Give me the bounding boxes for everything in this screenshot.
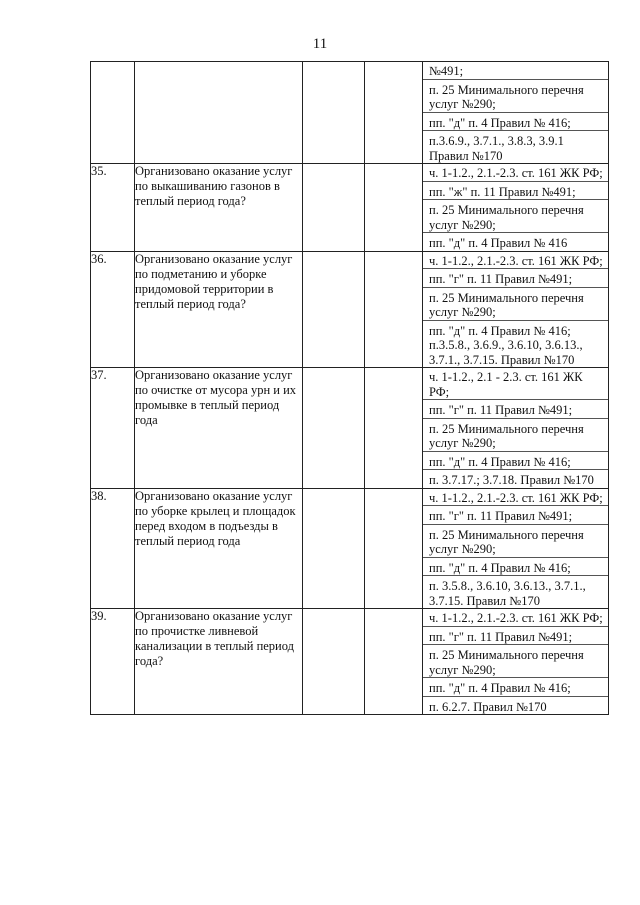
legal-reference: ч. 1-1.2., 2.1 - 2.3. ст. 161 ЖК РФ; — [423, 368, 608, 400]
row-number: 36. — [91, 251, 135, 368]
legal-reference: п. 25 Минимального перечня услуг №290; — [423, 419, 608, 452]
answer-cell — [303, 488, 365, 609]
answer-cell — [303, 609, 365, 715]
row-question: Организовано оказание услуг по прочистке ливневой канализации в теплый период года? — [135, 609, 303, 715]
legal-reference: пп. "д" п. 4 Правил № 416; — [423, 558, 608, 577]
row-question: Организовано оказание услуг по выкашиванию газонов в теплый период года? — [135, 164, 303, 252]
table-row — [91, 488, 609, 609]
legal-reference: п. 25 Минимального перечня услуг №290; — [423, 80, 608, 113]
note-cell — [365, 488, 423, 609]
answer-cell — [303, 62, 365, 164]
legal-reference: ч. 1-1.2., 2.1.-2.3. ст. 161 ЖК РФ; — [423, 164, 608, 182]
row-number: 39. — [91, 609, 135, 715]
answer-cell — [303, 164, 365, 252]
table-row — [91, 164, 609, 252]
row-question: Организовано оказание услуг по очистке от мусора урн и их промывке в теплый период года — [135, 368, 303, 489]
legal-reference: п. 25 Минимального перечня услуг №290; — [423, 525, 608, 558]
note-cell — [365, 368, 423, 489]
legal-reference: №491; — [423, 62, 608, 80]
row-question: Организовано оказание услуг по уборке крылец и площадок перед входом в подъезды в теплый период года — [135, 488, 303, 609]
legal-reference: пп. "г" п. 11 Правил №491; — [423, 506, 608, 525]
note-cell — [365, 609, 423, 715]
legal-reference-cell — [423, 164, 609, 252]
legal-reference-cell — [423, 368, 609, 489]
row-number — [91, 62, 135, 164]
legal-reference: пп. "г" п. 11 Правил №491; — [423, 269, 608, 288]
legal-reference: ч. 1-1.2., 2.1.-2.3. ст. 161 ЖК РФ; — [423, 252, 608, 270]
table-row — [91, 368, 609, 489]
legal-reference: пп. "ж" п. 11 Правил №491; — [423, 182, 608, 201]
row-number: 35. — [91, 164, 135, 252]
legal-reference: пп. "г" п. 11 Правил №491; — [423, 400, 608, 419]
note-cell — [365, 251, 423, 368]
legal-reference: ч. 1-1.2., 2.1.-2.3. ст. 161 ЖК РФ; — [423, 489, 608, 507]
legal-reference: пп. "д" п. 4 Правил № 416; — [423, 113, 608, 132]
table-row — [91, 251, 609, 368]
answer-cell — [303, 368, 365, 489]
legal-reference: п. 3.7.17.; 3.7.18. Правил №170 — [429, 473, 594, 487]
legal-reference: п. 25 Минимального перечня услуг №290; — [423, 200, 608, 233]
legal-reference-cell — [423, 609, 609, 715]
legal-reference: ч. 1-1.2., 2.1.-2.3. ст. 161 ЖК РФ; — [423, 609, 608, 627]
legal-reference: пп. "д" п. 4 Правил № 416; п.3.5.8., 3.6.9., 3.6.10, 3.6.13., 3.7.1., 3.7.15. Правил №170 — [429, 323, 583, 367]
row-question — [135, 62, 303, 164]
page-number: 11 — [312, 36, 328, 52]
legal-reference: п.3.6.9., 3.7.1., 3.8.3, 3.9.1 Правил №170 — [429, 134, 564, 163]
legal-reference: пп. "д" п. 4 Правил № 416 — [429, 236, 568, 250]
legal-reference: пп. "д" п. 4 Правил № 416; — [423, 678, 608, 697]
legal-reference: п. 25 Минимального перечня услуг №290; — [423, 645, 608, 678]
row-number: 37. — [91, 368, 135, 489]
row-question: Организовано оказание услуг по подметанию и уборке придомовой территории в теплый период года? — [135, 251, 303, 368]
checklist-table — [90, 61, 609, 715]
legal-reference: пп. "г" п. 11 Правил №491; — [423, 627, 608, 646]
note-cell — [365, 62, 423, 164]
table-row — [91, 609, 609, 715]
answer-cell — [303, 251, 365, 368]
legal-reference: п. 25 Минимального перечня услуг №290; — [423, 288, 608, 321]
legal-reference-cell — [423, 488, 609, 609]
checklist-body — [91, 62, 609, 715]
table-row — [91, 62, 609, 164]
legal-reference-cell — [423, 62, 609, 164]
legal-reference: п. 3.5.8., 3.6.10, 3.6.13., 3.7.1., 3.7.15. Правил №170 — [429, 579, 586, 608]
legal-reference-cell — [423, 251, 609, 368]
row-number: 38. — [91, 488, 135, 609]
legal-reference: пп. "д" п. 4 Правил № 416; — [423, 452, 608, 471]
legal-reference: п. 6.2.7. Правил №170 — [429, 699, 547, 714]
note-cell — [365, 164, 423, 252]
